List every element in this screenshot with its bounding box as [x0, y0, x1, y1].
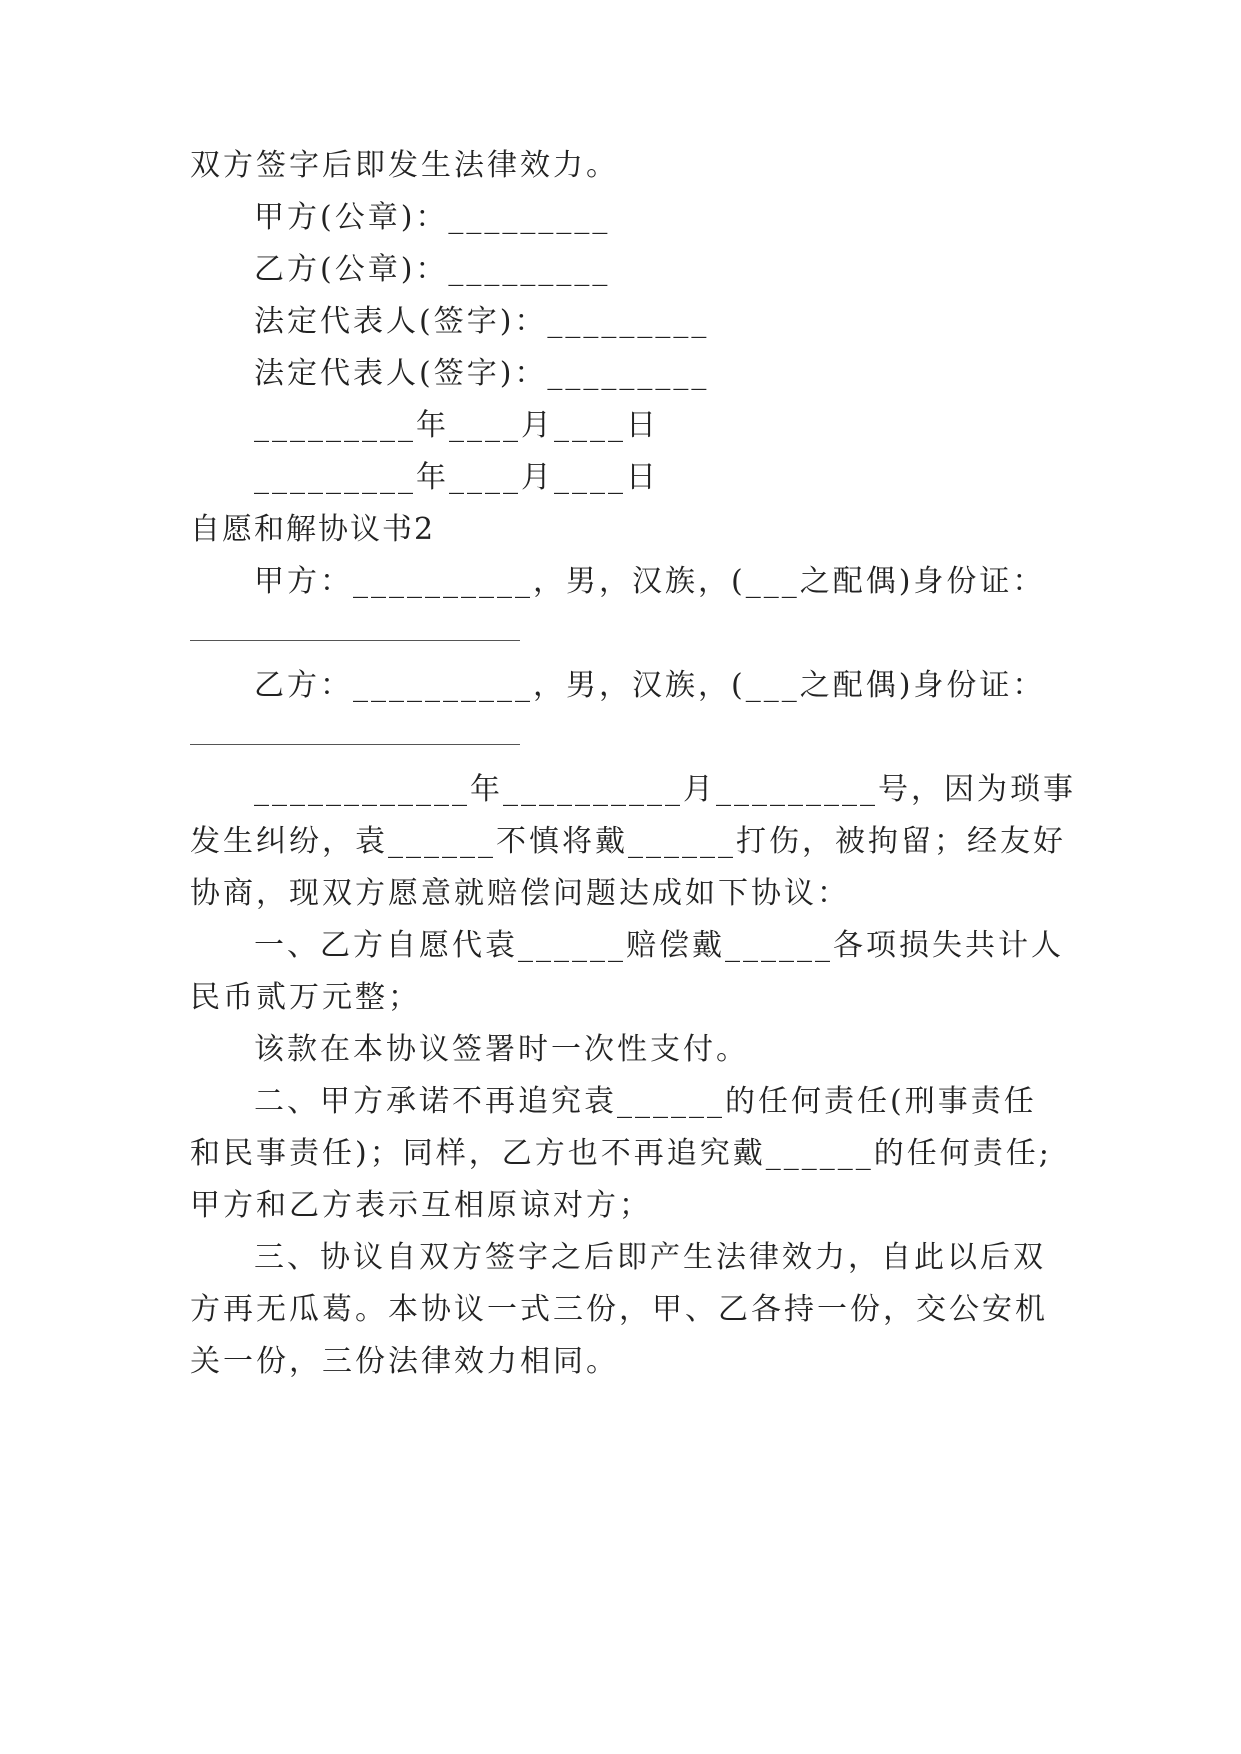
clause-1-line-2: 民币贰万元整； [190, 980, 421, 1015]
party-a-id-blank [190, 640, 520, 641]
payment-line: 该款在本协议签署时一次性支付。 [254, 1032, 749, 1067]
party-b-line: 乙方：__________，男，汉族，(___之配偶)身份证： [254, 668, 1046, 703]
clause-2-line-3: 甲方和乙方表示互相原谅对方； [190, 1188, 652, 1223]
legal-rep-signature-line-1: 法定代表人(签字)：_________ [254, 304, 710, 339]
legal-rep-signature-line-2: 法定代表人(签字)：_________ [254, 356, 710, 391]
clause-3-line-2: 方再无瓜葛。本协议一式三份，甲、乙各持一份，交公安机 [190, 1292, 1048, 1327]
date-line-2: _________年____月____日 [254, 460, 659, 495]
agreement-title: 自愿和解协议书2 [190, 512, 436, 547]
clause-1-line-1: 一、乙方自愿代袁______赔偿戴______各项损失共计人 [254, 928, 1064, 963]
intro-line-2: 发生纠纷，袁______不慎将戴______打伤，被拘留；经友好 [190, 824, 1066, 859]
intro-line-1: ____________年__________月_________号，因为琐事 [254, 772, 1076, 807]
party-b-id-blank [190, 744, 520, 745]
date-line-1: _________年____月____日 [254, 408, 659, 443]
party-b-seal-line: 乙方(公章)：_________ [254, 252, 611, 287]
clause-2-line-1: 二、甲方承诺不再追究袁______的任何责任(刑事责任 [254, 1084, 1037, 1119]
intro-line-3: 协商，现双方愿意就赔偿问题达成如下协议： [190, 876, 850, 911]
clause-3-line-1: 三、协议自双方签字之后即产生法律效力，自此以后双 [254, 1240, 1046, 1275]
party-a-seal-line: 甲方(公章)：_________ [254, 200, 611, 235]
clause-2-line-2: 和民事责任)；同样，乙方也不再追究戴______的任何责任; [190, 1136, 1052, 1171]
clause-3-line-3: 关一份，三份法律效力相同。 [190, 1344, 619, 1379]
party-a-line: 甲方：__________，男，汉族，(___之配偶)身份证： [254, 564, 1046, 599]
closing-line: 双方签字后即发生法律效力。 [190, 148, 619, 183]
